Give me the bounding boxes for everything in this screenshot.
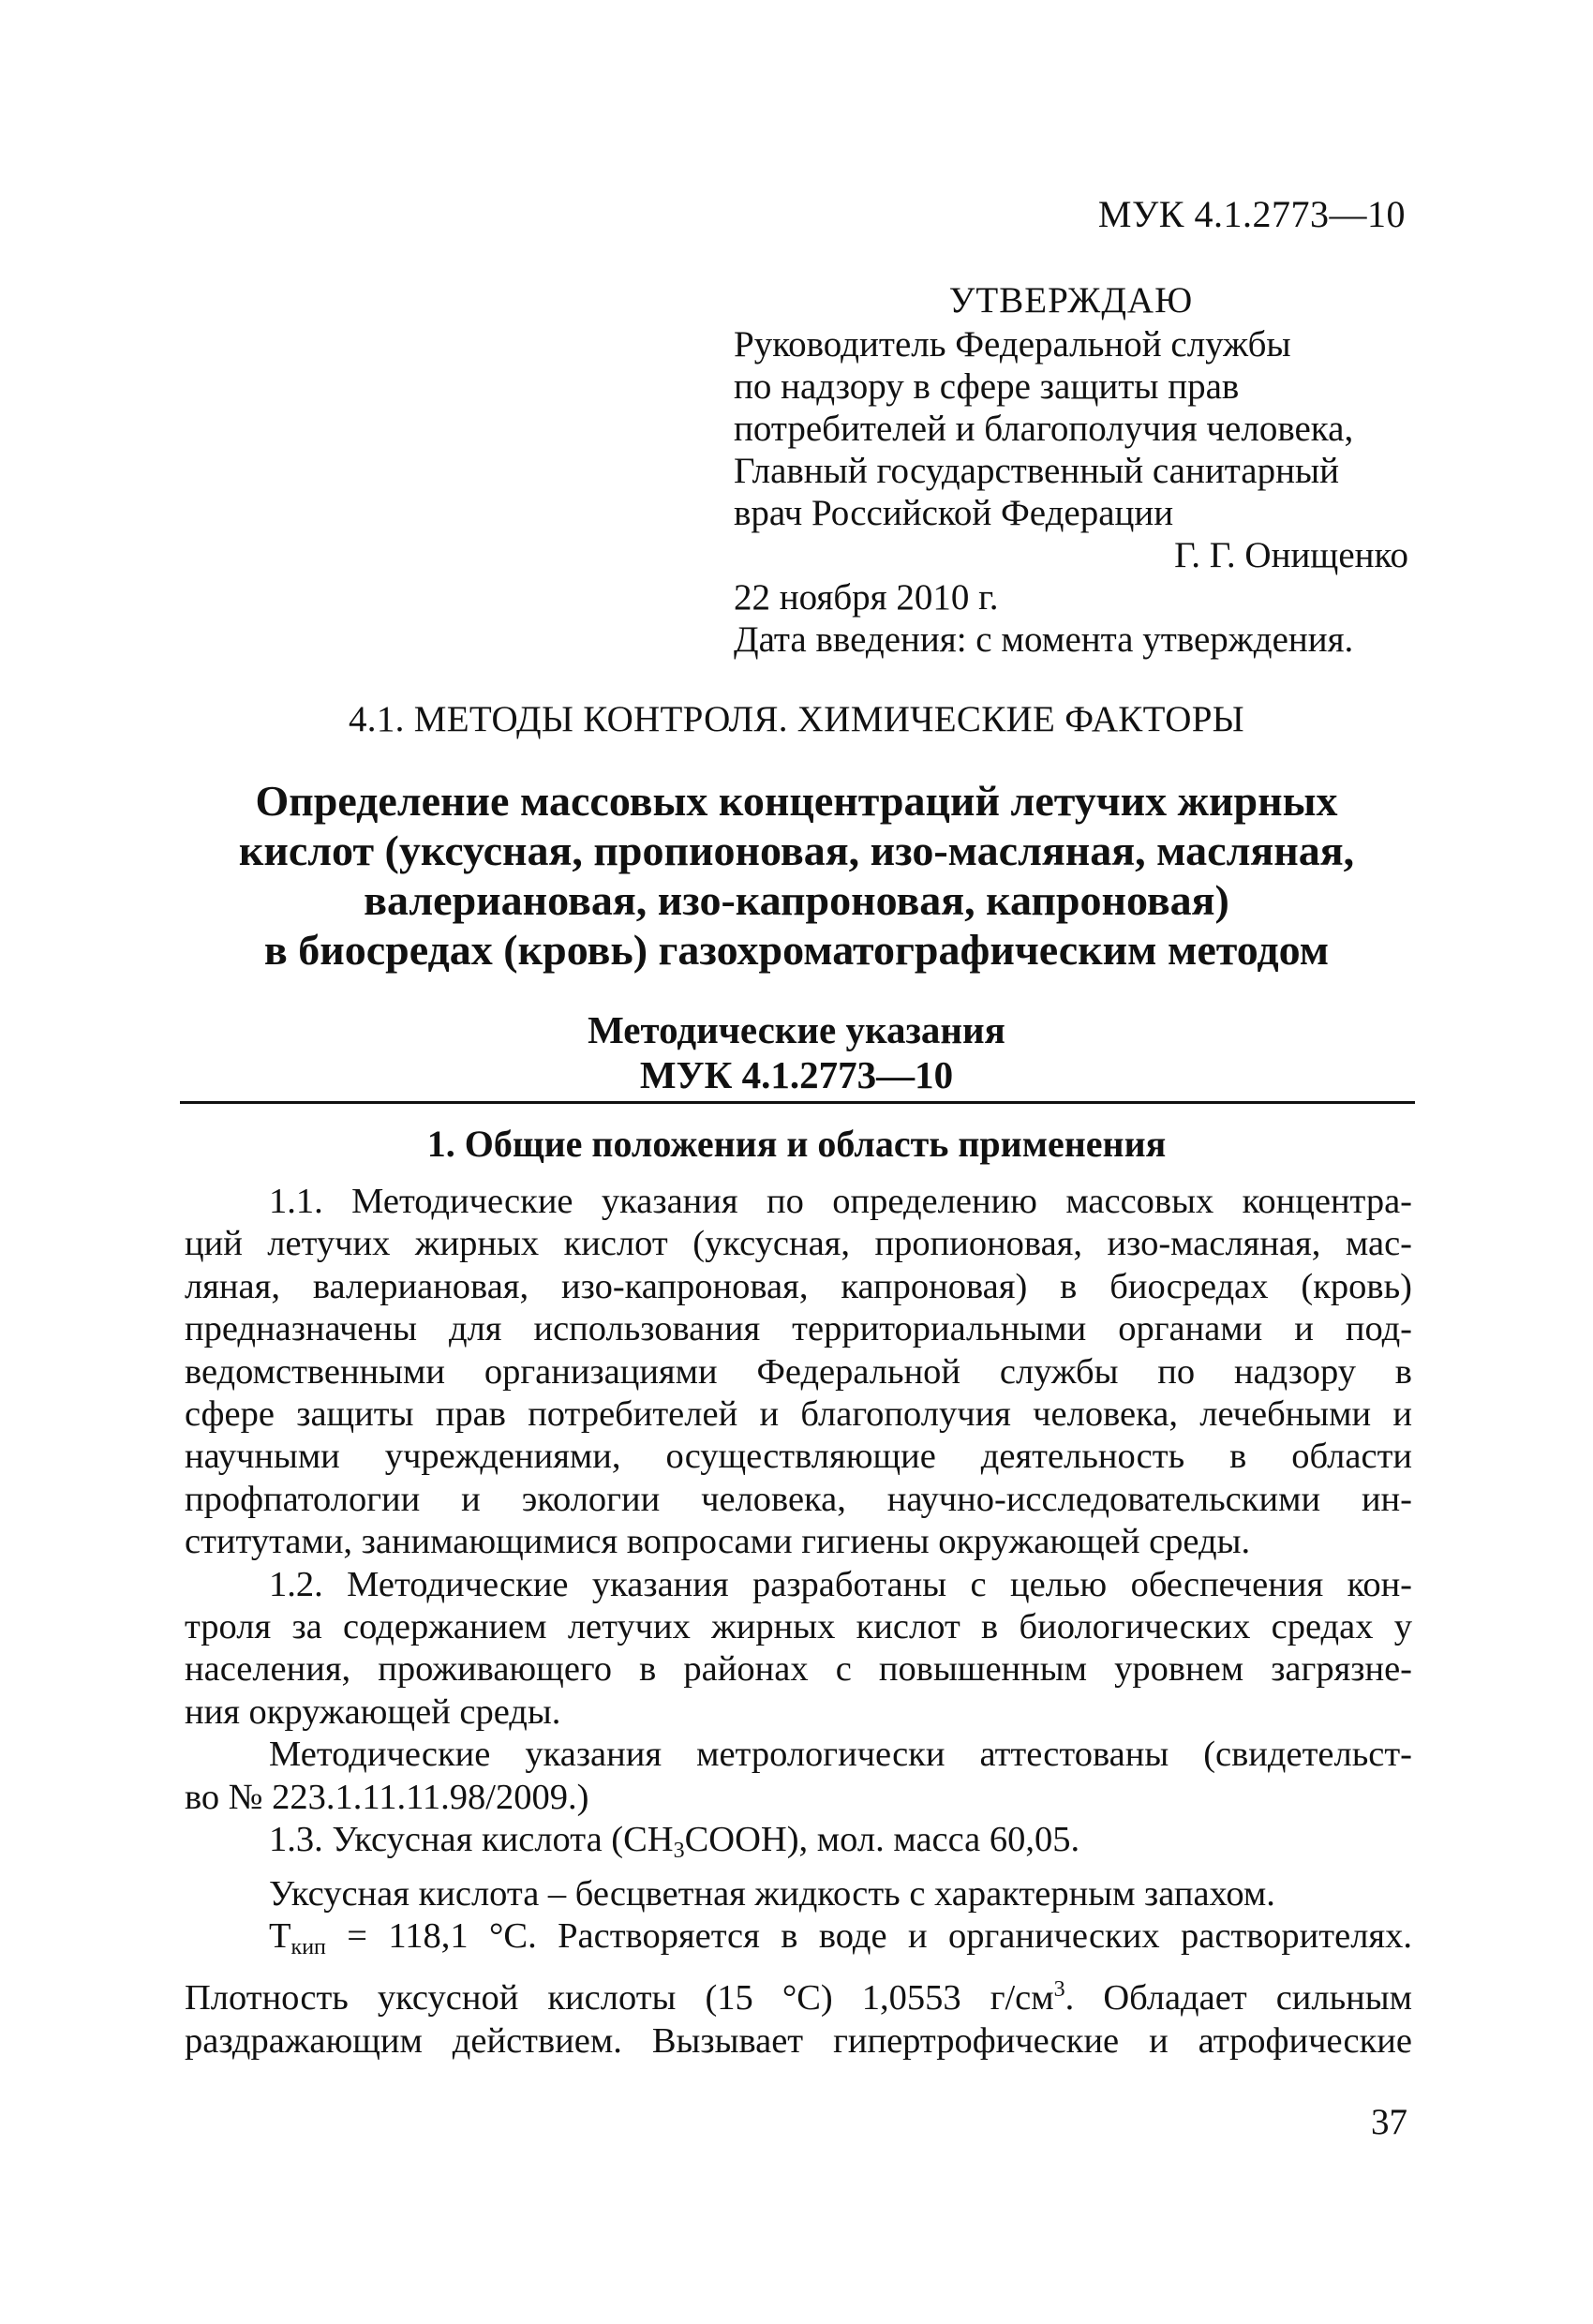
paragraph-acetic-description	[185, 1873, 1412, 1915]
text-line: троля за содержанием летучих жирных кислот в биологических средах у	[185, 1607, 1412, 1647]
text-line	[185, 1969, 1412, 2019]
text-line: научными учреждениями, осуществляющие деятельность в области	[185, 1437, 1412, 1477]
document-title-line: в биосредах (кровь) газохроматографическим методом	[263, 926, 1330, 974]
text-line: предназначены для использования территориальными органами и под-	[185, 1309, 1412, 1349]
temperature-symbol: Т	[269, 1915, 291, 1956]
approval-signer: Г. Г. Онищенко	[1174, 535, 1408, 575]
text-line: Методические указания метрологически аттестованы (свидетельст-	[269, 1735, 1412, 1775]
text-line: ститутами, занимающимися вопросами гигиены окружающей среды.	[185, 1522, 1251, 1562]
doc-code: МУК 4.1.2773—10	[1097, 193, 1406, 235]
approval-effective-date: Дата введения: с момента утверждения.	[734, 619, 1354, 660]
text-run: Плотность уксусной кислоты (15 °C) 1,0553 г/см	[185, 1978, 1054, 2019]
text-line: 1.1. Методические указания по определению массовых концентра-	[269, 1182, 1412, 1221]
chapter-heading: 1. Общие положения и область применения	[426, 1123, 1167, 1165]
body-text	[185, 1181, 1412, 2063]
text-line	[185, 1819, 1412, 1872]
approval-line: по надзору в сфере защиты прав	[734, 366, 1240, 407]
text-line: ведомственными организациями Федеральной службы по надзору в	[185, 1351, 1412, 1392]
temperature-subscript: кип	[290, 1934, 326, 1959]
document-title	[141, 776, 1452, 975]
formula-text: COOH), мол. масса 60,05.	[684, 1820, 1080, 1860]
document-title-line: валериановая, изо-капроновая, капроновая)	[364, 876, 1229, 924]
text-line: профпатологии и экологии человека, научно-исследовательскими ин-	[185, 1479, 1412, 1519]
approval-title: УТВЕРЖДАЮ	[948, 280, 1194, 320]
text-run: = 118,1 °C. Растворяется в воде и органических растворителях.	[325, 1915, 1412, 1956]
approval-line: потребителей и благополучия человека,	[734, 409, 1354, 449]
unit-superscript: 3	[1053, 1977, 1065, 2003]
approval-block	[734, 279, 1408, 661]
paragraph-1-3	[185, 1819, 1412, 1872]
approval-date: 22 ноября 2010 г.	[734, 577, 999, 618]
paragraph-1-1	[185, 1181, 1412, 1564]
text-line: сфере защиты прав потребителей и благополучия человека, лечебными и	[185, 1394, 1412, 1435]
text-line: ляная, валериановая, изо-капроновая, капроновая) в биосредах (кровь)	[185, 1266, 1412, 1306]
text-line: населения, проживающего в районах с повышенным уровнем загрязне-	[185, 1649, 1412, 1690]
text-line: ций летучих жирных кислот (уксусная, пропионовая, изо-масляная, мас-	[185, 1224, 1412, 1264]
document-title-line: кислот (уксусная, пропионовая, изо-масляная, масляная,	[238, 827, 1355, 874]
text-run: . Обладает сильным	[1064, 1978, 1412, 2019]
formula-text: 1.3. Уксусная кислота (CH	[269, 1820, 674, 1860]
text-line: во № 223.1.11.11.98/2009.)	[185, 1777, 589, 1817]
text-line	[185, 1915, 1412, 1969]
section-heading: 4.1. МЕТОДЫ КОНТРОЛЯ. ХИМИЧЕСКИЕ ФАКТОРЫ	[349, 699, 1244, 739]
paragraph-1-2	[185, 1564, 1412, 1735]
horizontal-rule	[180, 1101, 1415, 1104]
text-line: 1.2. Методические указания разработаны с целью обеспечения кон-	[269, 1564, 1412, 1604]
approval-line: врач Российской Федерации	[734, 493, 1174, 533]
document-type-code: МУК 4.1.2773—10	[639, 1053, 954, 1096]
document-type-name: Методические указания	[588, 1008, 1005, 1051]
text-line: раздражающим действием. Вызывает гипертрофические и атрофические	[185, 2020, 1412, 2061]
paragraph-properties	[185, 1915, 1412, 2063]
approval-line: Главный государственный санитарный	[734, 451, 1340, 491]
paragraph-metrology	[185, 1734, 1412, 1819]
page-number: 37	[1371, 2102, 1407, 2142]
text-line: Уксусная кислота – бесцветная жидкость с характерным запахом.	[269, 1873, 1275, 1914]
formula-subscript: 3	[673, 1839, 685, 1864]
approval-line: Руководитель Федеральной службы	[734, 324, 1291, 365]
text-line: ния окружающей среды.	[185, 1691, 561, 1732]
document-title-line: Определение массовых концентраций летучих жирных	[255, 777, 1338, 825]
document-type	[0, 1007, 1593, 1097]
